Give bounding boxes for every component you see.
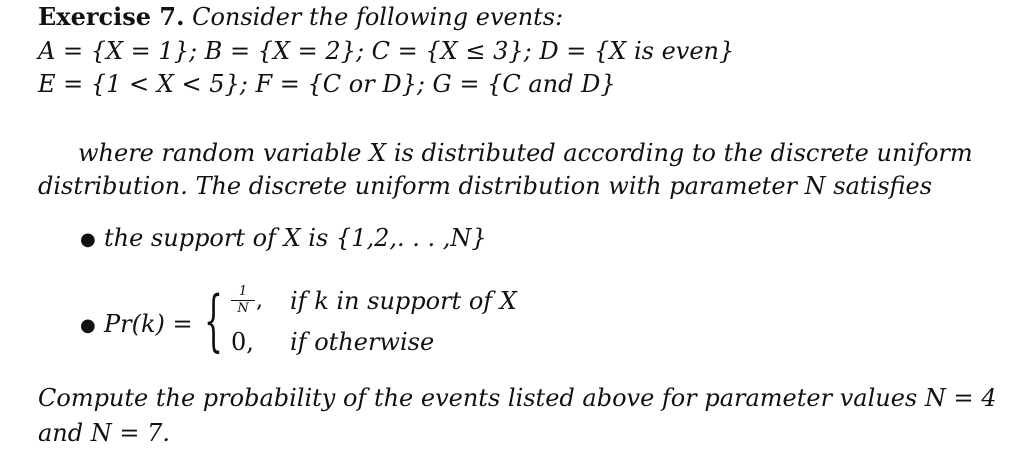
bullet-dot: ● [80,229,96,250]
paragraph-line-2: distribution. The discrete uniform distribution with parameter N satisfies [38,172,933,200]
case2-condition: if otherwise [290,328,435,356]
events-line-1: A = {X = 1}; B = {X = 2}; C = {X ≤ 3}; D = {X is even} [38,37,735,65]
exercise-label: Exercise 7. [38,2,185,31]
case1-comma: , [256,288,263,313]
exercise-header [38,2,563,32]
left-brace: { [204,282,223,359]
case2-value: 0, [231,328,254,356]
paragraph-line-1: where random variable X is distributed according to the discrete uniform [78,139,973,167]
fraction-denominator: N [237,301,249,316]
fraction-one-over-n [231,285,255,316]
closing-line-1: Compute the probability of the events listed above for parameter values N = 4 [38,384,997,412]
events-line-2: E = {1 < X < 5}; F = {C or D}; G = {C and D} [38,70,616,98]
fraction-numerator: 1 [238,284,248,299]
support-bullet-text: the support of X is {1,2,. . . ,N} [104,224,487,252]
closing-line-2: and N = 7. [38,419,171,447]
case1-condition: if k in support of X [290,287,517,315]
exercise-intro: Consider the following events: [192,3,564,31]
bullet-dot: ● [80,315,96,336]
pr-lhs: Pr(k) = [104,310,193,338]
